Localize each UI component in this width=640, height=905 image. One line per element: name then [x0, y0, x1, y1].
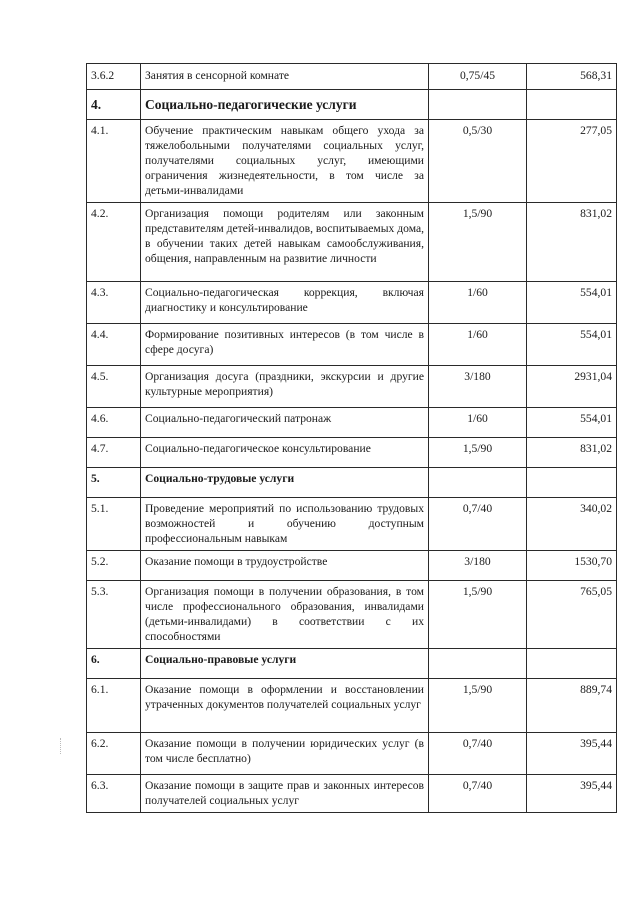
time-rate: 0,7/40 — [429, 498, 527, 551]
price-value — [527, 468, 617, 498]
service-name: Оказание помощи в оформлении и восстановлении утраченных документов получателей социальных услуг — [141, 679, 429, 733]
price-value: 277,05 — [527, 120, 617, 203]
section-header-row — [87, 468, 617, 498]
row-number: 3.6.2 — [87, 64, 141, 90]
table-row — [87, 324, 617, 366]
time-rate: 0,7/40 — [429, 733, 527, 775]
section-header-row — [87, 90, 617, 120]
time-rate: 0,75/45 — [429, 64, 527, 90]
row-number: 4.6. — [87, 408, 141, 438]
service-name: Социально-педагогическая коррекция, включая диагностику и консультирование — [141, 282, 429, 324]
row-number: 6.3. — [87, 775, 141, 813]
time-rate: 0,5/30 — [429, 120, 527, 203]
price-value — [527, 90, 617, 120]
service-name: Оказание помощи в трудоустройстве — [141, 551, 429, 581]
table-row — [87, 120, 617, 203]
price-value: 340,02 — [527, 498, 617, 551]
service-name: Социально-трудовые услуги — [141, 468, 429, 498]
service-name: Оказание помощи в получении юридических услуг (в том числе бесплатно) — [141, 733, 429, 775]
row-number: 6.1. — [87, 679, 141, 733]
time-rate: 3/180 — [429, 366, 527, 408]
price-value: 1530,70 — [527, 551, 617, 581]
section-header-row — [87, 649, 617, 679]
price-value: 395,44 — [527, 775, 617, 813]
row-number: 5.2. — [87, 551, 141, 581]
table-body — [87, 64, 617, 813]
time-rate: 1/60 — [429, 282, 527, 324]
table-row — [87, 551, 617, 581]
service-name: Социально-педагогическое консультирование — [141, 438, 429, 468]
price-value: 554,01 — [527, 282, 617, 324]
row-number: 4.3. — [87, 282, 141, 324]
table-row — [87, 203, 617, 282]
table-row — [87, 581, 617, 649]
table-row — [87, 366, 617, 408]
table-row — [87, 438, 617, 468]
table-row — [87, 64, 617, 90]
service-name: Занятия в сенсорной комнате — [141, 64, 429, 90]
table-row — [87, 679, 617, 733]
price-value: 2931,04 — [527, 366, 617, 408]
table-row — [87, 282, 617, 324]
row-number: 4. — [87, 90, 141, 120]
time-rate — [429, 468, 527, 498]
time-rate: 1/60 — [429, 324, 527, 366]
table-row — [87, 775, 617, 813]
table-row — [87, 408, 617, 438]
time-rate: 1,5/90 — [429, 438, 527, 468]
row-number: 5. — [87, 468, 141, 498]
time-rate: 1,5/90 — [429, 203, 527, 282]
time-rate: 3/180 — [429, 551, 527, 581]
service-name: Организация досуга (праздники, экскурсии и другие культурные мероприятия) — [141, 366, 429, 408]
price-value — [527, 649, 617, 679]
time-rate: 1,5/90 — [429, 679, 527, 733]
row-number: 6. — [87, 649, 141, 679]
price-value: 568,31 — [527, 64, 617, 90]
price-value: 831,02 — [527, 438, 617, 468]
service-name: Социально-педагогические услуги — [141, 90, 429, 120]
row-number: 4.7. — [87, 438, 141, 468]
price-value: 554,01 — [527, 324, 617, 366]
row-number: 5.3. — [87, 581, 141, 649]
service-name: Организация помощи родителям или законным представителям детей-инвалидов, воспитываемых дома, в обучении таких детей навыкам самообслуживания, общения, направленным на развитие личности — [141, 203, 429, 282]
time-rate — [429, 649, 527, 679]
row-number: 4.1. — [87, 120, 141, 203]
service-name: Организация помощи в получении образования, в том числе профессионального образования, инвалидами (детьми-инвалидами) в соответствии с их способностями — [141, 581, 429, 649]
service-name: Формирование позитивных интересов (в том числе в сфере досуга) — [141, 324, 429, 366]
service-name: Оказание помощи в защите прав и законных интересов получателей социальных услуг — [141, 775, 429, 813]
time-rate — [429, 90, 527, 120]
price-value: 554,01 — [527, 408, 617, 438]
price-value: 395,44 — [527, 733, 617, 775]
time-rate: 0,7/40 — [429, 775, 527, 813]
service-name: Социально-педагогический патронаж — [141, 408, 429, 438]
row-number: 6.2. — [87, 733, 141, 775]
table-row — [87, 733, 617, 775]
time-rate: 1,5/90 — [429, 581, 527, 649]
time-rate: 1/60 — [429, 408, 527, 438]
price-value: 889,74 — [527, 679, 617, 733]
service-name: Социально-правовые услуги — [141, 649, 429, 679]
price-value: 831,02 — [527, 203, 617, 282]
price-value: 765,05 — [527, 581, 617, 649]
services-price-table — [86, 63, 617, 813]
row-number: 4.4. — [87, 324, 141, 366]
service-name: Обучение практическим навыкам общего ухода за тяжелобольными получателями социальных услуг, получателями социальных услуг, имеющими ограничения жизнедеятельности, в том числе за детьми-инвалидами — [141, 120, 429, 203]
row-number: 4.5. — [87, 366, 141, 408]
service-name: Проведение мероприятий по использованию трудовых возможностей и обучению доступным профессиональным навыкам — [141, 498, 429, 551]
row-number: 4.2. — [87, 203, 141, 282]
scan-margin-mark — [60, 738, 62, 754]
table-row — [87, 498, 617, 551]
row-number: 5.1. — [87, 498, 141, 551]
